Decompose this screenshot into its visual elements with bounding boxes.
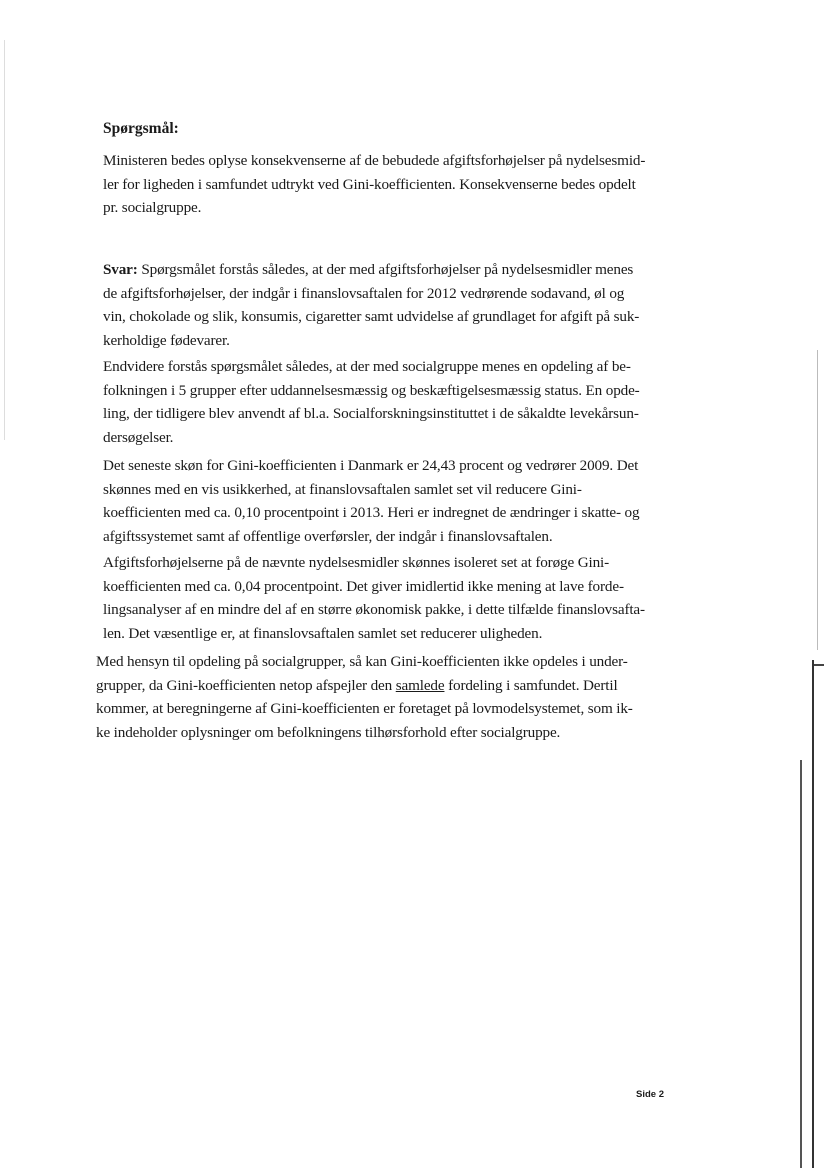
paragraph-line: lingsanalyser af en mindre del af en større økonomisk pakke, i dette tilfælde finanslovsafta- <box>103 601 645 618</box>
paragraph-line: koefficienten med ca. 0,04 procentpoint. Det giver imidlertid ikke mening at lave forde- <box>103 577 624 595</box>
question-heading: Spørgsmål: <box>103 120 179 137</box>
answer-first-line-text: Spørgsmålet forstås således, at der med afgiftsforhøjelser på nydelsesmidler menes <box>137 261 634 278</box>
paragraph-line: dersøgelser. <box>103 428 174 446</box>
question-line: ler for ligheden i samfundet udtrykt ved Gini-koefficienten. Konsekvenserne bedes opdelt <box>103 175 636 193</box>
question-line: Ministeren bedes oplyse konsekvenserne af de bebudede afgiftsforhøjelser på nydelsesmid- <box>103 152 646 169</box>
paragraph-line: Det seneste skøn for Gini-koefficienten i Danmark er 24,43 procent og vedrører 2009. Det <box>103 457 639 474</box>
paragraph-line: Endvidere forstås spørgsmålet således, at der med socialgruppe menes en opdeling af be- <box>103 358 631 375</box>
question-paragraph <box>103 149 668 220</box>
answer-line: kerholdige fødevarer. <box>103 331 230 349</box>
answer-label: Svar: <box>103 261 138 278</box>
answer-line: vin, chokolade og slik, konsumis, cigaretter samt udvidelse af grundlaget for afgift på suk- <box>103 308 640 325</box>
paragraph-line: afgiftssystemet samt af offentlige overførsler, der indgår i finanslovsaftalen. <box>103 527 553 545</box>
answer-line: de afgiftsforhøjelser, der indgår i finanslovsaftalen for 2012 vedrørende sodavand, øl og <box>103 284 625 302</box>
scan-edge-tick <box>814 664 824 666</box>
paragraph-line: Afgiftsforhøjelserne på de nævnte nydelsesmidler skønnes isoleret set at forøge Gini- <box>103 554 610 571</box>
tax-increase-paragraph <box>103 551 668 645</box>
paragraph-line: koefficienten med ca. 0,10 procentpoint i 2013. Heri er indregnet de ændringer i skatte- og <box>103 504 640 521</box>
paragraph-text: grupper, da Gini-koefficienten netop afspejler den <box>96 676 396 694</box>
scan-edge-left <box>4 40 5 440</box>
social-group-paragraph <box>103 355 668 449</box>
paragraph-line: kommer, at beregningerne af Gini-koefficienten er foretaget på lovmodelsystemet, som ik- <box>96 700 633 717</box>
answer-paragraph <box>103 258 668 352</box>
paragraph-line: folkningen i 5 grupper efter uddannelsesmæssig og beskæftigelsesmæssig status. En opde- <box>103 381 640 399</box>
scan-edge-right-outer <box>812 660 814 1168</box>
paragraph-line: len. Det væsentlige er, at finanslovsaftalen samlet set reducerer uligheden. <box>103 624 543 642</box>
page-number: Side 2 <box>636 1089 664 1100</box>
paragraph-line: Med hensyn til opdeling på socialgrupper, så kan Gini-koefficienten ikke opdeles i under- <box>96 653 628 670</box>
paragraph-line: skønnes med en vis usikkerhed, at finanslovsaftalen samlet set vil reducere Gini- <box>103 480 582 498</box>
scan-edge-right-faint <box>817 350 818 650</box>
gini-estimate-paragraph <box>103 454 668 548</box>
paragraph-line: ke indeholder oplysninger om befolkningens tilhørsforhold efter socialgruppe. <box>96 723 561 741</box>
underlined-word: samlede <box>395 676 445 694</box>
question-line: pr. socialgruppe. <box>103 199 202 216</box>
paragraph-text: fordeling i samfundet. Dertil <box>444 676 618 694</box>
paragraph-line-with-emphasis <box>96 674 668 698</box>
paragraph-line: ling, der tidligere blev anvendt af bl.a. Socialforskningsinstituttet i de såkaldte levekårsun- <box>103 405 639 422</box>
scan-edge-right-inner <box>800 760 802 1168</box>
answer-first-line <box>103 258 668 282</box>
subgroup-paragraph <box>96 650 668 744</box>
